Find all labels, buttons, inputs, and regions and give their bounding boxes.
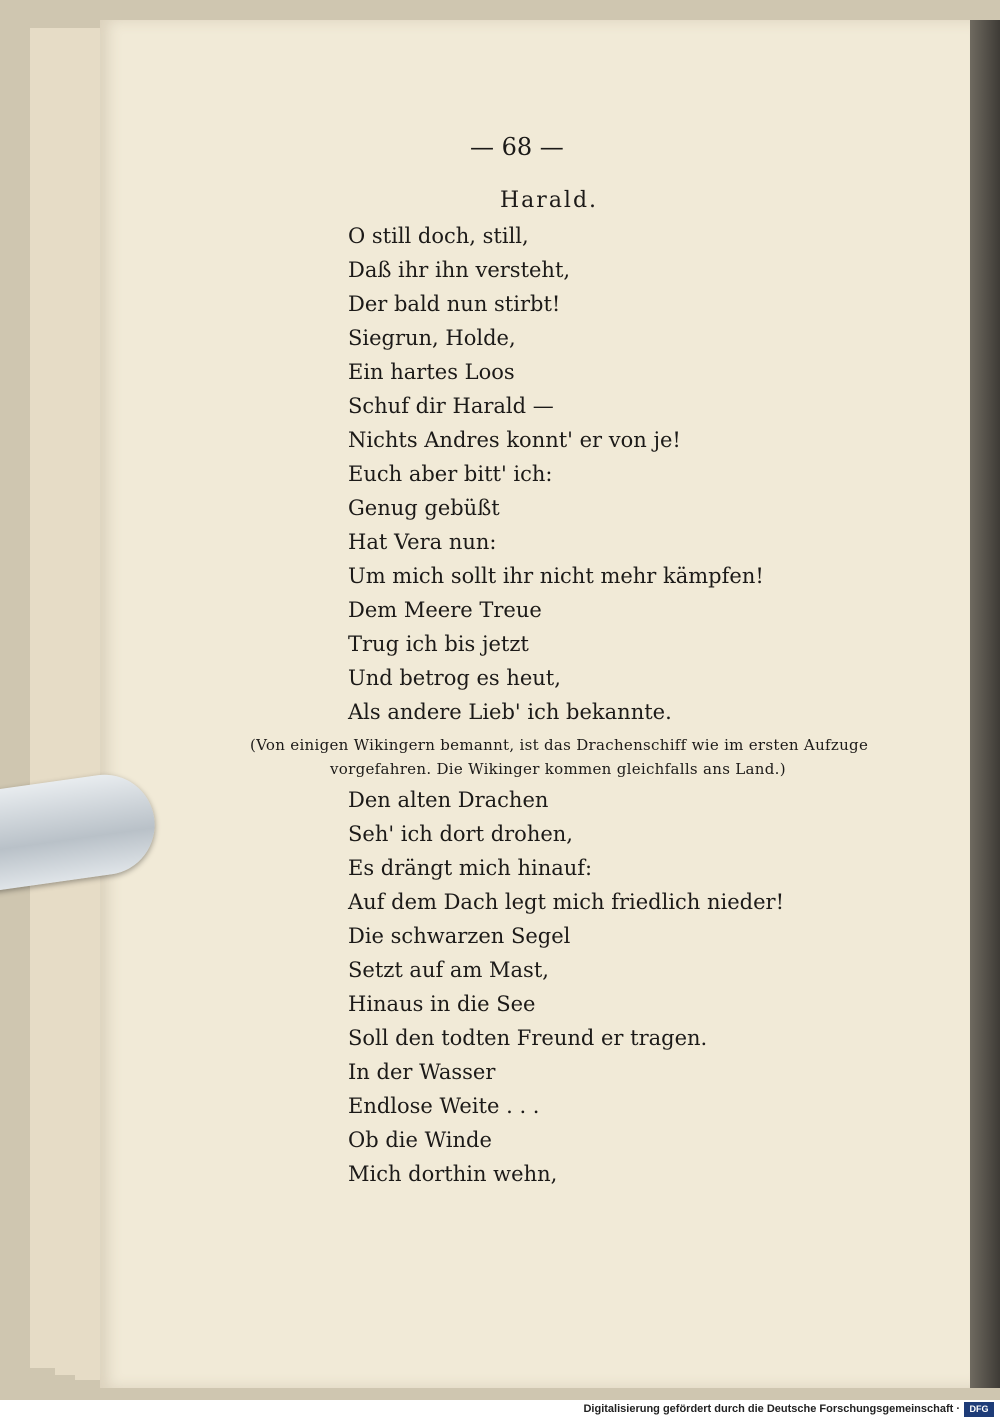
verse-line: Als andere Lieb' ich bekannte. xyxy=(348,700,672,724)
verse-line: In der Wasser xyxy=(348,1060,496,1084)
verse-line: Hinaus in die See xyxy=(348,992,536,1016)
verse-line: Euch aber bitt' ich: xyxy=(348,462,553,486)
verse-line: Mich dorthin wehn, xyxy=(348,1162,558,1186)
verse-line: Dem Meere Treue xyxy=(348,598,542,622)
verse-line: Seh' ich dort drohen, xyxy=(348,822,573,846)
verse-line: Trug ich bis jetzt xyxy=(348,632,529,656)
verse-line: Um mich sollt ihr nicht mehr kämpfen! xyxy=(348,564,764,588)
verse-line: Die schwarzen Segel xyxy=(348,924,571,948)
verse-line: Ein hartes Loos xyxy=(348,360,515,384)
dfg-logo: DFG xyxy=(964,1402,994,1417)
stage-direction-line: (Von einigen Wikingern bemannt, ist das Drachenschiff wie im ersten Aufzuge xyxy=(250,736,869,754)
verse-line: Den alten Drachen xyxy=(348,788,549,812)
verse-line: Daß ihr ihn versteht, xyxy=(348,258,571,282)
footer-bar xyxy=(0,1400,1000,1420)
page-number: — 68 — xyxy=(470,133,564,161)
verse-line: O still doch, still, xyxy=(348,224,529,248)
stage-direction-line: vorgefahren. Die Wikinger kommen gleichfalls ans Land.) xyxy=(330,760,786,778)
speaker-name: Harald. xyxy=(500,188,599,213)
verse-line: Auf dem Dach legt mich friedlich nieder! xyxy=(348,890,785,914)
verse-line: Und betrog es heut, xyxy=(348,666,561,690)
verse-line: Soll den todten Freund er tragen. xyxy=(348,1026,708,1050)
verse-line: Ob die Winde xyxy=(348,1128,492,1152)
digitization-credit: Digitalisierung gefördert durch die Deutsche Forschungsgemeinschaft · xyxy=(583,1403,960,1415)
verse-line: Hat Vera nun: xyxy=(348,530,497,554)
verse-line: Nichts Andres konnt' er von je! xyxy=(348,428,681,452)
verse-line: Setzt auf am Mast, xyxy=(348,958,549,982)
verse-line: Endlose Weite . . . xyxy=(348,1094,540,1118)
verse-line: Siegrun, Holde, xyxy=(348,326,516,350)
verse-line: Genug gebüßt xyxy=(348,496,500,520)
verse-line: Schuf dir Harald — xyxy=(348,394,554,418)
verse-line: Der bald nun stirbt! xyxy=(348,292,561,316)
verse-line: Es drängt mich hinauf: xyxy=(348,856,593,880)
book-binding-shadow xyxy=(970,20,1000,1388)
